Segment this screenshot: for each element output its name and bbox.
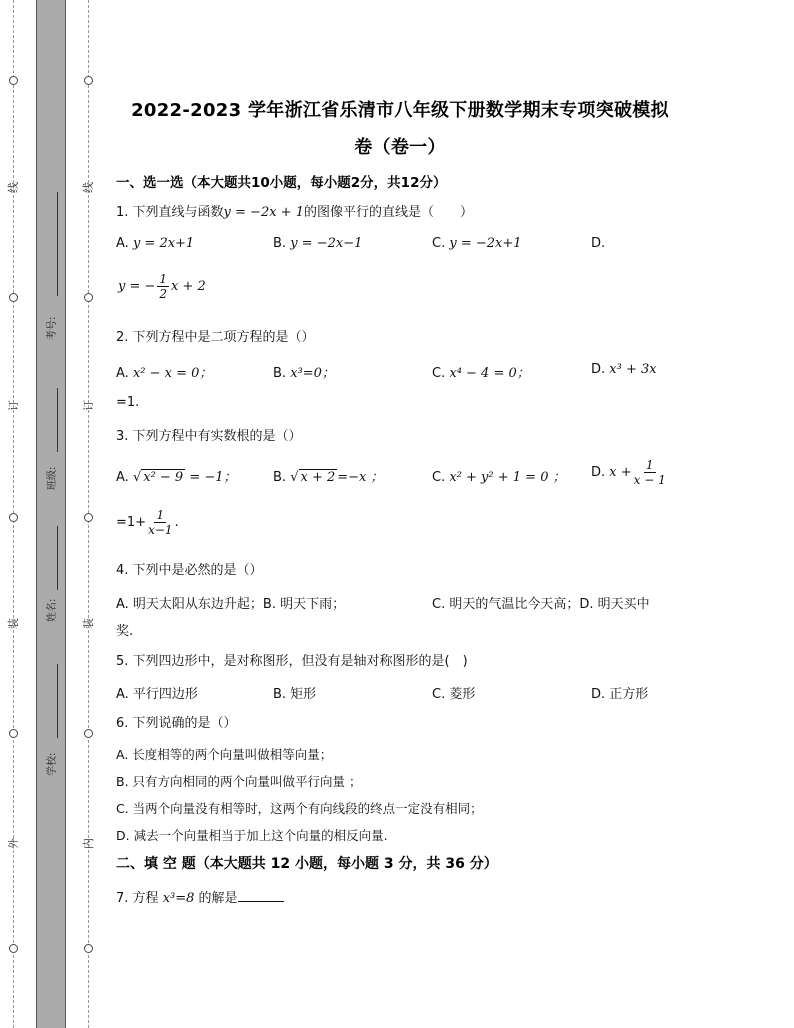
page-title-line2: 卷（卷一） [354, 137, 446, 158]
q7-stem-math: x³=8 [162, 891, 195, 906]
fraction-denominator: 2 [159, 287, 168, 301]
margin-char-wai: 外 [7, 838, 20, 849]
option-math: y = 2x+1 [132, 236, 195, 251]
option-label: A. [116, 470, 129, 485]
q2-option-b[interactable] [273, 362, 335, 381]
option-math: x² + y² + 1 = 0 ； [449, 470, 566, 485]
class-label: 班级: [47, 466, 58, 490]
q6-option-c[interactable]: C. 当两个向量没有相等时，这两个有向线段的终点一定没有相同； [116, 801, 483, 816]
option-label: A. [116, 366, 129, 381]
q4-options-cd[interactable]: C. 明天的气温比今天高；D. 明天买中 [432, 597, 650, 612]
margin-char-ding: 订 [7, 400, 20, 411]
radicand: x + 2 [300, 470, 336, 485]
q2-option-d-continued: =1. [116, 395, 140, 410]
question-1 [116, 201, 473, 220]
option-math: y = −2x+1 [449, 236, 522, 251]
section-heading-1: 一、选一选（本大题共10小题，每小题2分，共12分） [116, 175, 447, 191]
q2-option-a[interactable] [116, 362, 212, 381]
option-math: =1+ [116, 515, 147, 530]
option-math: =−x ； [337, 470, 384, 485]
q5-option-d[interactable]: D. 正方形 [591, 687, 649, 702]
school-field[interactable] [40, 752, 58, 806]
question-7 [116, 887, 284, 906]
q7-stem-a: 7. 方程 [116, 891, 159, 906]
option-label: D. [591, 465, 606, 480]
option-math: . [174, 515, 179, 530]
q1-stem-a: 1. 下列直线与函数 [116, 205, 224, 220]
option-label: B. [273, 236, 287, 251]
q4-options-ab[interactable]: A. 明天太阳从东边升起；B. 明天下雨； [116, 597, 346, 612]
q7-stem-b: 的解是 [198, 891, 238, 906]
binding-hole [9, 76, 18, 85]
margin-char-ding: 订 [82, 400, 95, 411]
binding-hole [9, 944, 18, 953]
binding-hole [84, 513, 93, 522]
exam-number-label: 考号: [47, 316, 58, 340]
option-math: y = −2x−1 [290, 236, 363, 251]
binding-hole [9, 729, 18, 738]
option-math: x² − x = 0； [132, 366, 213, 381]
q4-option-d-continued: 奖. [116, 624, 134, 639]
school-label: 学校: [47, 752, 58, 776]
q6-option-d[interactable]: D. 减去一个向量相当于加上这个向量的相反向量. [116, 828, 388, 843]
square-root: √ x² − 9 [132, 470, 184, 485]
option-math: = −1； [185, 470, 237, 485]
margin-char-xian: 线 [7, 182, 20, 193]
q3-option-c[interactable] [432, 466, 566, 485]
option-math: y = − [118, 279, 156, 294]
option-label: B. [273, 366, 287, 381]
fraction-denominator: x−1 [148, 523, 173, 537]
fraction-numerator: 1 [159, 272, 168, 286]
q1-stem-b: 的图像平行的直线是（ ） [303, 205, 473, 220]
fraction-denominator: x − 1 [633, 473, 666, 487]
question-2: 2. 下列方程中是二项方程的是（） [116, 330, 315, 345]
q3-option-b[interactable] [273, 466, 384, 485]
q5-option-c[interactable]: C. 菱形 [432, 687, 476, 702]
name-field[interactable] [40, 598, 58, 652]
binding-hole [9, 513, 18, 522]
question-3: 3. 下列方程中有实数根的是（） [116, 429, 302, 444]
q1-stem-math: y = −2x + 1 [223, 205, 304, 220]
school-line[interactable] [57, 664, 58, 738]
binding-hole [9, 293, 18, 302]
option-math: x⁴ − 4 = 0； [449, 366, 530, 381]
binding-hole [84, 729, 93, 738]
name-line[interactable] [57, 526, 58, 590]
option-math: x³=0； [290, 366, 335, 381]
option-label: D. [591, 236, 606, 251]
option-label: C. [432, 366, 446, 381]
q1-option-b[interactable] [273, 236, 362, 251]
exam-number-field[interactable] [40, 316, 58, 370]
binding-hole [84, 293, 93, 302]
binding-hole [84, 76, 93, 85]
q1-option-d[interactable] [591, 236, 605, 251]
answer-blank[interactable] [238, 889, 284, 902]
option-label: A. [116, 236, 129, 251]
q3-option-d-continued [116, 508, 179, 537]
q2-option-d[interactable] [591, 362, 657, 377]
option-math: x + [609, 465, 632, 480]
name-label: 姓名: [47, 598, 58, 622]
margin-char-zhuang: 装 [82, 618, 95, 629]
page-title: 2022-2023 学年浙江省乐清市八年级下册数学期末专项突破模拟 [131, 100, 669, 121]
option-label: B. [273, 470, 287, 485]
option-label: C. [432, 236, 446, 251]
section-heading-2: 二、填 空 题（本大题共 12 小题，每小题 3 分，共 36 分） [116, 856, 498, 872]
q5-option-a[interactable]: A. 平行四边形 [116, 687, 198, 702]
option-math: x + 2 [171, 279, 206, 294]
option-math: x³ + 3x [609, 362, 657, 377]
class-line[interactable] [57, 388, 58, 452]
fraction [634, 458, 666, 487]
q1-option-c[interactable] [432, 236, 522, 251]
binding-hole [84, 944, 93, 953]
margin-char-zhuang: 装 [7, 618, 20, 629]
q6-option-b[interactable]: B. 只有方向相同的两个向量叫做平行向量 ； [116, 774, 362, 789]
q5-option-b[interactable]: B. 矩形 [273, 687, 317, 702]
class-field[interactable] [40, 466, 58, 520]
question-6: 6. 下列说确的是（） [116, 716, 237, 731]
q2-option-c[interactable] [432, 362, 530, 381]
margin-char-xian: 线 [82, 182, 95, 193]
question-4: 4. 下列中是必然的是（） [116, 563, 263, 578]
fraction-numerator: 1 [156, 508, 165, 522]
q1-option-d-math [118, 272, 206, 301]
fraction [148, 508, 172, 537]
q6-option-a[interactable]: A. 长度相等的两个向量叫做相等向量； [116, 747, 333, 762]
q1-option-a[interactable] [116, 236, 194, 251]
radicand: x² − 9 [143, 470, 184, 485]
q3-option-a[interactable] [116, 466, 237, 485]
square-root: √ x + 2 [290, 470, 336, 485]
option-label: D. [591, 362, 606, 377]
exam-number-line[interactable] [57, 192, 58, 296]
q3-option-d[interactable] [591, 458, 668, 487]
margin-char-nei: 内 [82, 838, 95, 849]
fraction [157, 272, 169, 301]
fraction-numerator: 1 [645, 458, 654, 472]
question-5: 5. 下列四边形中，是对称图形，但没有是轴对称图形的是( ) [116, 654, 468, 669]
option-label: C. [432, 470, 446, 485]
